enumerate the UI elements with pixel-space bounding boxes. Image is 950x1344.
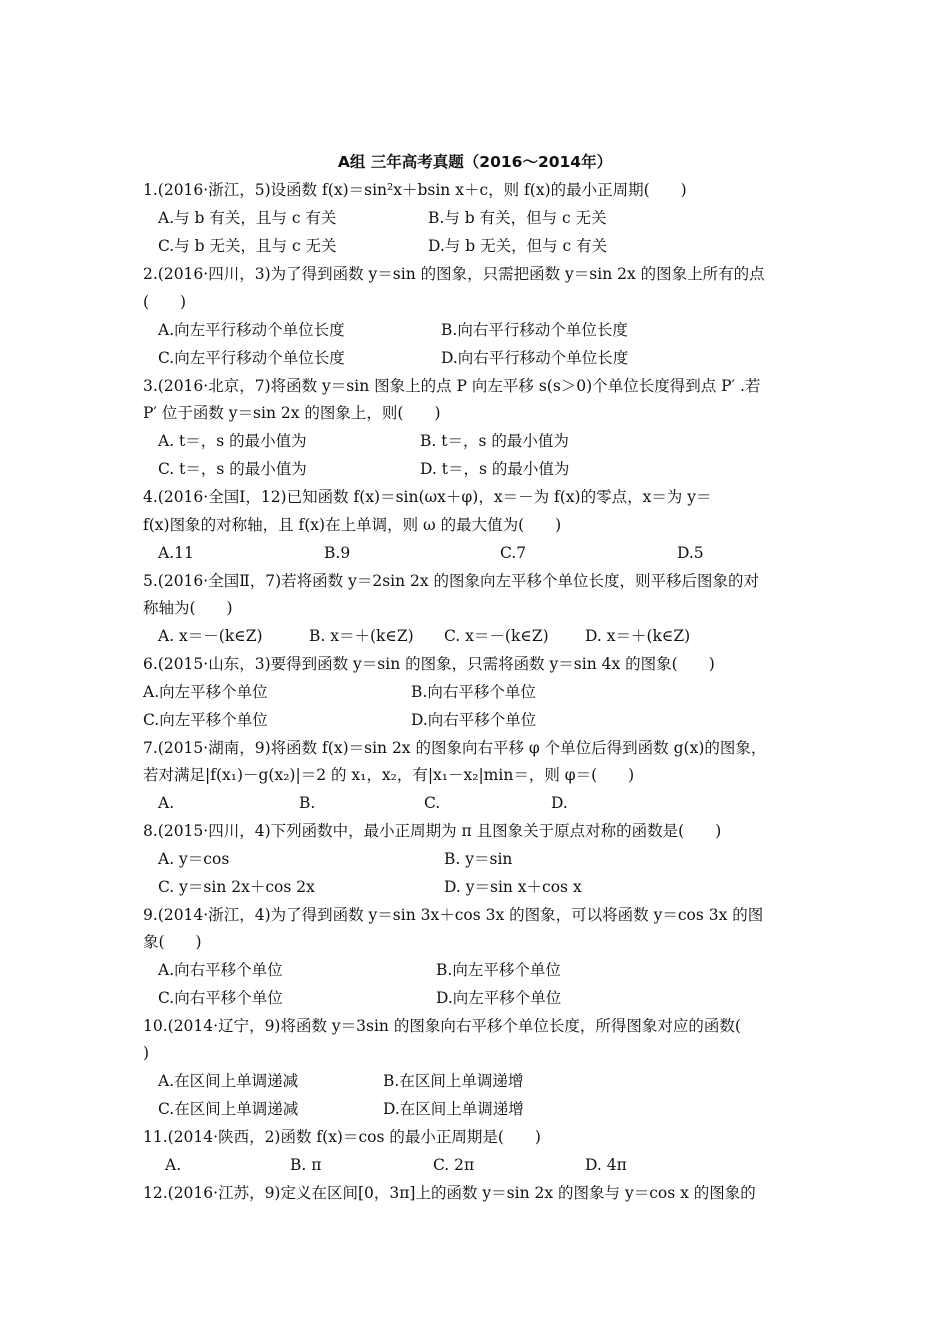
question-7-line-2: 若对满足|f(x₁)－g(x₂)|＝2 的 x₁，x₂，有|x₁－x₂|min＝，则 φ＝( ): [143, 766, 635, 784]
question-10-option-d: D.在区间上单调递增: [383, 1100, 524, 1118]
question-2-option-c: C.向左平行移动个单位长度: [158, 349, 345, 367]
question-11-option-b: B. π: [290, 1156, 322, 1174]
question-1-option-c: C.与 b 无关，且与 c 无关: [158, 237, 337, 255]
question-1-option-d: D.与 b 无关，但与 c 有关: [428, 237, 608, 255]
question-10-line-2: ): [143, 1044, 150, 1062]
question-8-option-c: C. y＝sin 2x＋cos 2x: [158, 878, 315, 896]
question-11-option-a: A.: [165, 1156, 182, 1174]
question-1-option-a: A.与 b 有关，且与 c 有关: [158, 209, 337, 227]
question-9-option-a: A.向右平移个单位: [158, 961, 283, 979]
question-5-option-d: D. x＝＋(k∈Z): [585, 627, 691, 645]
question-8-option-a: A. y＝cos: [158, 850, 230, 868]
question-10-option-a: A.在区间上单调递减: [158, 1072, 299, 1090]
question-8-option-d: D. y＝sin x＋cos x: [444, 878, 582, 896]
question-9-option-d: D.向左平移个单位: [436, 989, 562, 1007]
question-3-line-1: 3.(2016·北京，7)将函数 y＝sin 图象上的点 P 向左平移 s(s＞0)个单位长度得到点 P′ .若: [143, 377, 761, 395]
question-1-option-b: B.与 b 有关，但与 c 无关: [428, 209, 607, 227]
question-11-option-c: C. 2π: [433, 1156, 475, 1174]
question-4-option-b: B.9: [324, 544, 351, 562]
question-7-option-a: A.: [158, 794, 175, 812]
question-8-line-1: 8.(2015·四川，4)下列函数中，最小正周期为 π 且图象关于原点对称的函数是( ): [143, 822, 722, 840]
question-12-line-1: 12.(2016·江苏，9)定义在区间[0，3π]上的函数 y＝sin 2x 的图象与 y＝cos x 的图象的: [143, 1184, 756, 1202]
question-11-line-1: 11.(2014·陕西，2)函数 f(x)＝cos 的最小正周期是( ): [143, 1128, 541, 1146]
question-1-line-1: 1.(2016·浙江，5)设函数 f(x)＝sin²x＋bsin x＋c，则 f(x)的最小正周期( ): [143, 181, 687, 199]
question-4-line-2: f(x)图象的对称轴，且 f(x)在上单调，则 ω 的最大值为( ): [143, 516, 562, 534]
question-2-line-2: ( ): [143, 293, 187, 311]
page-title: A组 三年高考真题（2016～2014年）: [337, 153, 613, 171]
question-2-line-1: 2.(2016·四川，3)为了得到函数 y＝sin 的图象，只需把函数 y＝sin 2x 的图象上所有的点: [143, 265, 765, 283]
question-2-option-a: A.向左平行移动个单位长度: [158, 321, 345, 339]
question-4-option-c: C.7: [500, 544, 527, 562]
question-6-option-b: B.向右平移个单位: [411, 683, 536, 701]
question-4-option-d: D.5: [677, 544, 704, 562]
question-5-line-1: 5.(2016·全国Ⅱ，7)若将函数 y＝2sin 2x 的图象向左平移个单位长度，则平移后图象的对: [143, 572, 760, 590]
question-6-option-c: C.向左平移个单位: [143, 711, 268, 729]
question-6-line-1: 6.(2015·山东，3)要得到函数 y＝sin 的图象，只需将函数 y＝sin 4x 的图象( ): [143, 655, 715, 673]
question-10-option-c: C.在区间上单调递减: [158, 1100, 299, 1118]
question-7-option-d: D.: [551, 794, 568, 812]
question-2-option-b: B.向右平行移动个单位长度: [441, 321, 628, 339]
question-7-line-1: 7.(2015·湖南，9)将函数 f(x)＝sin 2x 的图象向右平移 φ 个单位后得到函数 g(x)的图象，: [143, 739, 767, 757]
question-9-option-b: B.向左平移个单位: [436, 961, 561, 979]
question-5-option-a: A. x＝－(k∈Z): [158, 627, 263, 645]
question-6-option-d: D.向右平移个单位: [411, 711, 537, 729]
question-5-option-b: B. x＝＋(k∈Z): [309, 627, 414, 645]
question-3-option-c: C. t＝，s 的最小值为: [158, 460, 307, 478]
question-11-option-d: D. 4π: [585, 1156, 627, 1174]
question-3-option-b: B. t＝，s 的最小值为: [420, 432, 569, 450]
question-4-option-a: A.11: [158, 544, 194, 562]
question-7-option-c: C.: [424, 794, 441, 812]
question-5-option-c: C. x＝－(k∈Z): [444, 627, 549, 645]
question-3-line-2: P′ 位于函数 y＝sin 2x 的图象上，则( ): [143, 404, 441, 422]
question-2-option-d: D.向右平行移动个单位长度: [441, 349, 629, 367]
question-10-option-b: B.在区间上单调递增: [383, 1072, 524, 1090]
question-9-line-1: 9.(2014·浙江，4)为了得到函数 y＝sin 3x＋cos 3x 的图象，可以将函数 y＝cos 3x 的图: [143, 906, 764, 924]
question-3-option-a: A. t＝，s 的最小值为: [158, 432, 307, 450]
question-6-option-a: A.向左平移个单位: [143, 683, 268, 701]
question-7-option-b: B.: [299, 794, 316, 812]
question-9-option-c: C.向右平移个单位: [158, 989, 283, 1007]
question-4-line-1: 4.(2016·全国Ⅰ，12)已知函数 f(x)＝sin(ωx＋φ)，x＝－为 f(x)的零点，x＝为 y＝: [143, 488, 712, 506]
question-10-line-1: 10.(2014·辽宁，9)将函数 y＝3sin 的图象向右平移个单位长度，所得图象对应的函数(: [143, 1017, 741, 1035]
question-9-line-2: 象( ): [143, 933, 202, 951]
question-8-option-b: B. y＝sin: [444, 850, 513, 868]
question-3-option-d: D. t＝，s 的最小值为: [420, 460, 570, 478]
question-5-line-2: 称轴为( ): [143, 599, 233, 617]
